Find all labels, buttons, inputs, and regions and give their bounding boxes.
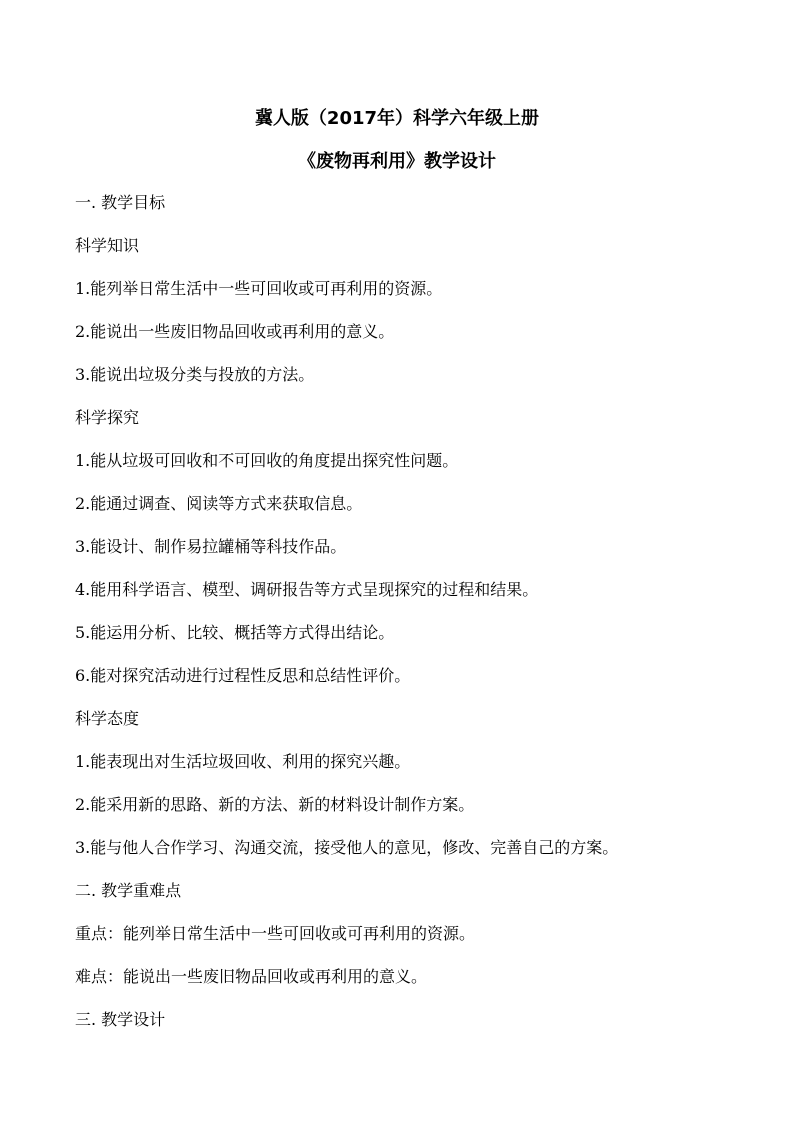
subheading-attitude: 科学态度	[75, 709, 140, 728]
section-heading-key-points: 二. 教学重难点	[75, 881, 182, 900]
paragraph-line: 3.能与他人合作学习、沟通交流，接受他人的意见，修改、完善自己的方案。	[75, 838, 619, 857]
paragraph-line: 3.能说出垃圾分类与投放的方法。	[75, 365, 315, 384]
paragraph-line: 1.能列举日常生活中一些可回收或可再利用的资源。	[75, 279, 443, 298]
paragraph-line: 重点：能列举日常生活中一些可回收或可再利用的资源。	[75, 924, 476, 943]
paragraph-line: 3.能设计、制作易拉罐桶等科技作品。	[75, 537, 347, 556]
section-heading-design: 三. 教学设计	[75, 1010, 166, 1029]
section-heading-objectives: 一. 教学目标	[75, 193, 166, 212]
paragraph-line: 4.能用科学语言、模型、调研报告等方式呈现探究的过程和结果。	[75, 580, 539, 599]
subheading-knowledge: 科学知识	[75, 236, 140, 255]
paragraph-line: 2.能说出一些废旧物品回收或再利用的意义。	[75, 322, 395, 341]
paragraph-line: 2.能采用新的思路、新的方法、新的材料设计制作方案。	[75, 795, 475, 814]
paragraph-line: 1.能表现出对生活垃圾回收、利用的探究兴趣。	[75, 752, 411, 771]
paragraph-line: 1.能从垃圾可回收和不可回收的角度提出探究性问题。	[75, 451, 459, 470]
paragraph-line: 6.能对探究活动进行过程性反思和总结性评价。	[75, 666, 411, 685]
paragraph-line: 难点：能说出一些废旧物品回收或再利用的意义。	[75, 967, 428, 986]
paragraph-line: 2.能通过调查、阅读等方式来获取信息。	[75, 494, 363, 513]
document-title: 冀人版（2017年）科学六年级上册	[254, 108, 540, 129]
subheading-inquiry: 科学探究	[75, 408, 140, 427]
document-subtitle: 《废物再利用》教学设计	[298, 151, 496, 172]
paragraph-line: 5.能运用分析、比较、概括等方式得出结论。	[75, 623, 395, 642]
